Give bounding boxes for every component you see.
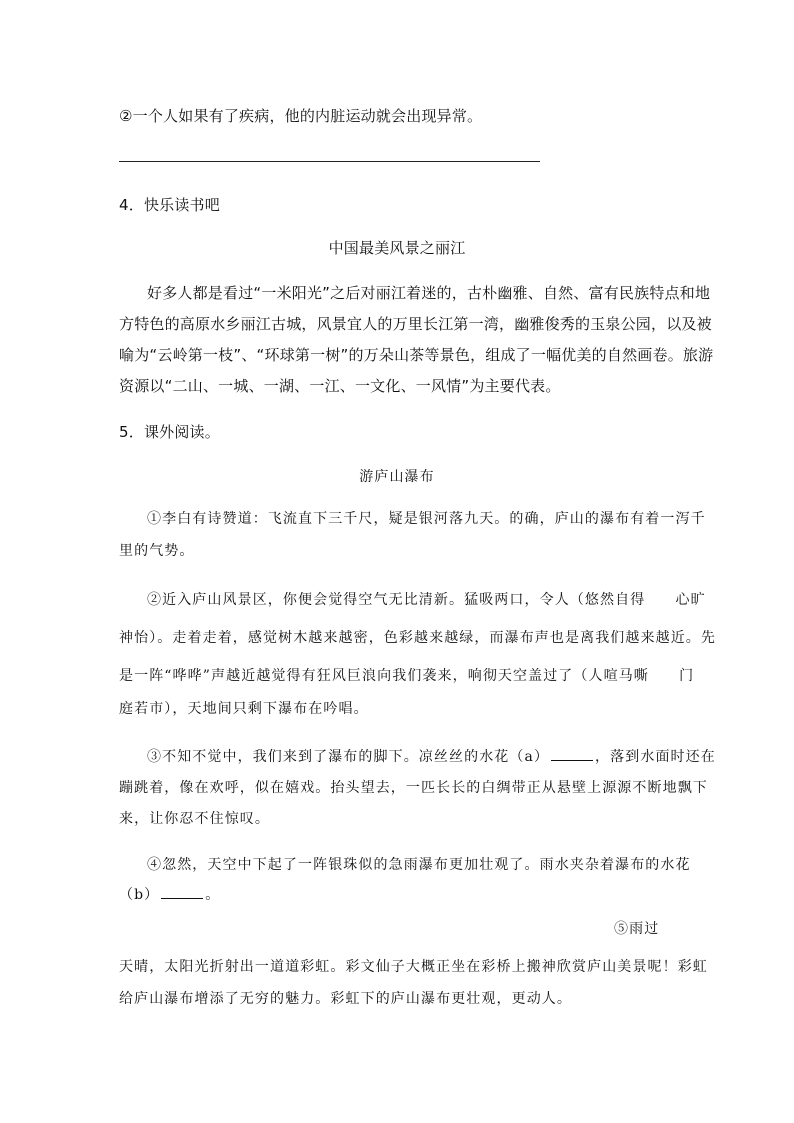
q4-passage-line: 资源以“二山、一城、一湖、一江、一文化、一风情”为主要代表。 bbox=[119, 377, 561, 395]
q5-paragraph-2-line: 庭若市），天地间只剩下瀑布在吟唱。 bbox=[119, 701, 369, 717]
p3-text-after-blank: ，落到水面时还在 bbox=[595, 749, 716, 765]
q5-paragraph-5-line: 天晴，太阳光折射出一道道彩虹。彩文仙子大概正坐在彩桥上搬神欣赏庐山美景呢！彩虹 bbox=[119, 959, 708, 975]
q5-paragraph-3-line: 来，让你忍不住惊叹。 bbox=[119, 811, 270, 827]
answer-line bbox=[119, 161, 540, 162]
blank-a[interactable] bbox=[551, 746, 593, 761]
q5-paragraph-4-line: ④忽然，天空中下起了一阵银珠似的急雨瀑布更加壮观了。雨水夹杂着瀑布的水花 bbox=[147, 857, 691, 873]
p4-text-after-blank: 。 bbox=[205, 887, 221, 903]
q5-paragraph-2-line: 神怡）。走着走着，感觉树木越来越密，色彩越来越绿，而瀑布声也是离我们越来越近。先 bbox=[119, 630, 716, 646]
q5-paragraph-4-line bbox=[119, 884, 220, 904]
q5-paragraph-2-line: ②近入庐山风景区，你便会觉得空气无比清新。猛吸两口，令人（悠然自得 心旷 bbox=[147, 592, 706, 608]
q4-heading: 4．快乐读书吧 bbox=[119, 196, 220, 214]
q5-heading: 5．课外阅读。 bbox=[119, 423, 220, 441]
p4-label-b: （b） bbox=[119, 887, 160, 903]
q3-item-2: ②一个人如果有了疾病，他的内脏运动就会出现异常。 bbox=[119, 107, 483, 125]
q5-paragraph-1-line: ①李白有诗赞道：飞流直下三千尺，疑是银河落九天。的确，庐山的瀑布有着一泻千 bbox=[147, 511, 706, 527]
q5-paragraph-1-line: 里的气势。 bbox=[119, 543, 195, 559]
q4-passage-line: 方特色的高原水乡丽江古城，风景宜人的万里长江第一湾，幽雅俊秀的玉泉公园，以及被 bbox=[119, 315, 712, 333]
q5-paragraph-5-start: ⑤雨过 bbox=[614, 921, 660, 937]
q4-passage-title: 中国最美风景之丽江 bbox=[328, 239, 466, 257]
q4-passage-line: 好多人都是看过“一米阳光”之后对丽江着迷的，古朴幽雅、自然、富有民族特点和地 bbox=[147, 284, 711, 302]
q5-paragraph-3-line bbox=[147, 746, 716, 766]
q5-passage-title: 游庐山瀑布 bbox=[359, 469, 435, 485]
q5-paragraph-3-line: 蹦跳着，像在欢呼，似在嬉戏。抬头望去，一匹长长的白绸带正从悬壁上源源不断地飘下 bbox=[119, 780, 708, 796]
q5-paragraph-5-line: 给庐山瀑布增添了无穷的魅力。彩虹下的庐山瀑布更壮观，更动人。 bbox=[119, 991, 572, 1007]
q5-paragraph-2-line: 是一阵“哗哗”声越近越觉得有狂风巨浪向我们袭来，响彻天空盖过了（人喧马嘶 门 bbox=[119, 668, 695, 684]
q4-passage-line: 喻为“云岭第一枝”、“环球第一树”的万朵山茶等景色，组成了一幅优美的自然画卷。旅游 bbox=[119, 346, 714, 364]
p3-text-before-blank: ③不知不觉中，我们来到了瀑布的脚下。凉丝丝的水花（a） bbox=[147, 749, 550, 765]
blank-b[interactable] bbox=[161, 884, 203, 899]
